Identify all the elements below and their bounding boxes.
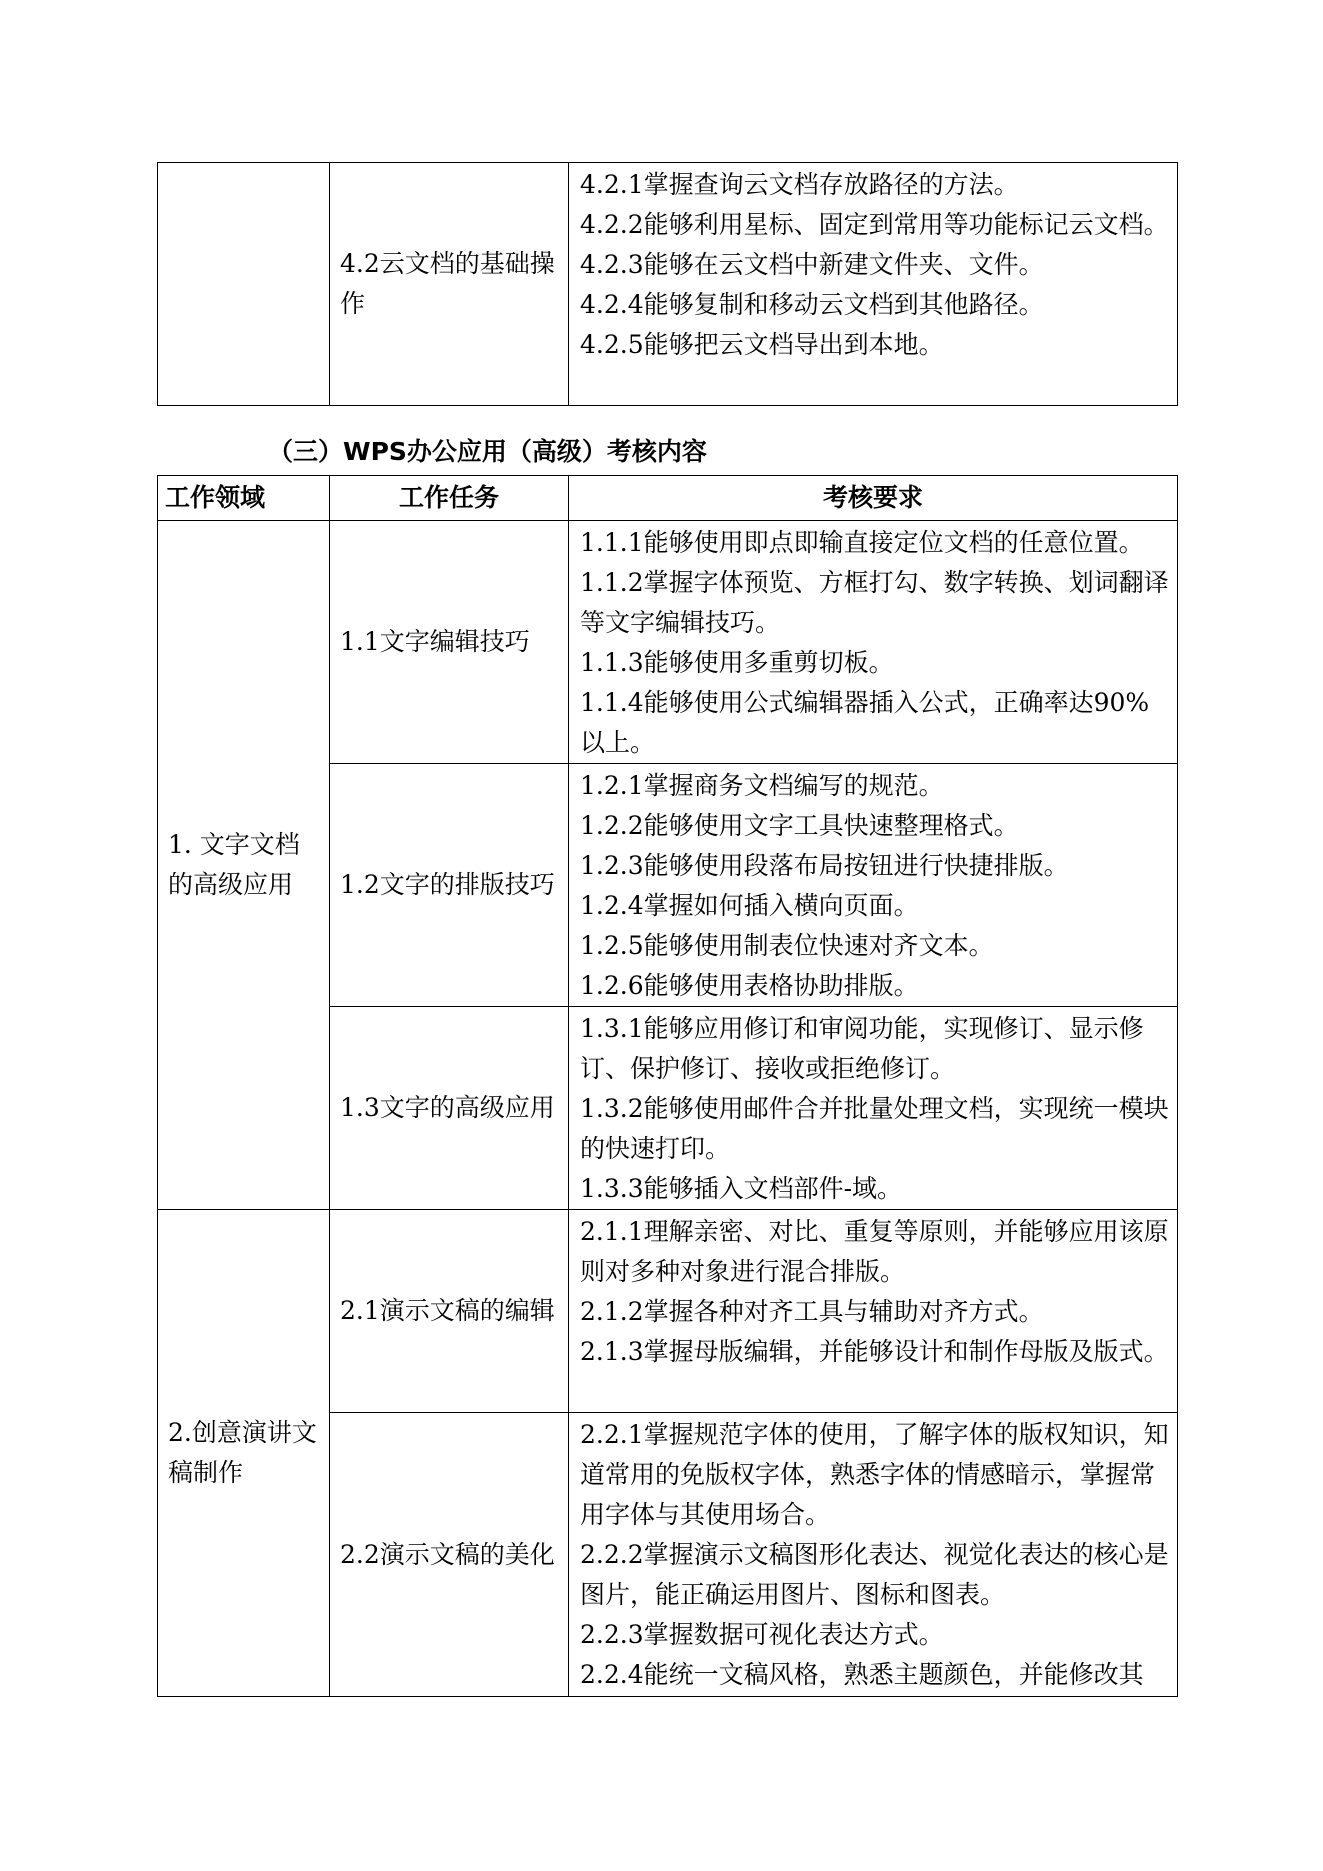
table-row bbox=[158, 521, 1178, 764]
requirement-item: 1.2.3能够使用段落布局按钮进行快捷排版。 bbox=[580, 851, 1069, 880]
requirement-item: 1.2.2能够使用文字工具快速整理格式。 bbox=[580, 811, 1019, 840]
requirement-item: 4.2.2能够利用星标、固定到常用等功能标记云文档。 bbox=[580, 210, 1169, 239]
task-cell: 1.1文字编辑技巧 bbox=[330, 521, 569, 764]
requirements-cell bbox=[569, 764, 1178, 1007]
requirement-item: 2.2.3掌握数据可视化表达方式。 bbox=[580, 1620, 944, 1649]
table-header-row bbox=[158, 476, 1178, 521]
requirement-item: 1.1.3能够使用多重剪切板。 bbox=[580, 648, 894, 677]
requirements-cell bbox=[569, 1210, 1178, 1413]
area-cell-empty bbox=[158, 163, 330, 406]
requirement-item: 2.2.4能统一文稿风格，熟悉主题颜色，并能修改其 bbox=[580, 1660, 1144, 1689]
requirement-item: 1.2.6能够使用表格协助排版。 bbox=[580, 971, 919, 1000]
requirement-item: 4.2.4能够复制和移动云文档到其他路径。 bbox=[580, 290, 1044, 319]
requirement-item: 2.2.2掌握演示文稿图形化表达、视觉化表达的核心是图片，能正确运用图片、图标和图表。 bbox=[580, 1540, 1169, 1609]
requirement-item: 1.3.1能够应用修订和审阅功能，实现修订、显示修订、保护修订、接收或拒绝修订。 bbox=[580, 1014, 1144, 1083]
continued-assessment-table bbox=[157, 162, 1178, 406]
requirements-cell bbox=[569, 1007, 1178, 1210]
task-cell: 2.2演示文稿的美化 bbox=[330, 1413, 569, 1697]
header-work-area: 工作领域 bbox=[158, 476, 330, 521]
section-heading: （三）WPS办公应用（高级）考核内容 bbox=[268, 437, 707, 466]
requirement-item: 1.1.2掌握字体预览、方框打勾、数字转换、划词翻译等文字编辑技巧。 bbox=[580, 568, 1169, 637]
area-cell: 1. 文字文档的高级应用 bbox=[158, 521, 330, 1210]
requirement-item: 2.1.2掌握各种对齐工具与辅助对齐方式。 bbox=[580, 1297, 1044, 1326]
task-cell: 2.1演示文稿的编辑 bbox=[330, 1210, 569, 1413]
requirement-item: 1.2.1掌握商务文档编写的规范。 bbox=[580, 771, 944, 800]
requirements-cell bbox=[569, 1413, 1178, 1697]
area-cell: 2.创意演讲文稿制作 bbox=[158, 1210, 330, 1697]
task-cell: 1.3文字的高级应用 bbox=[330, 1007, 569, 1210]
requirement-item: 1.2.4掌握如何插入横向页面。 bbox=[580, 891, 919, 920]
assessment-table bbox=[157, 475, 1178, 1697]
task-cell: 1.2文字的排版技巧 bbox=[330, 764, 569, 1007]
requirement-item: 2.1.3掌握母版编辑，并能够设计和制作母版及版式。 bbox=[580, 1337, 1169, 1366]
task-cell: 4.2云文档的基础操作 bbox=[330, 163, 569, 406]
requirement-item: 1.3.3能够插入文档部件-域。 bbox=[580, 1174, 903, 1203]
requirement-item: 2.2.1掌握规范字体的使用，了解字体的版权知识，知道常用的免版权字体，熟悉字体的情感暗示，掌握常用字体与其使用场合。 bbox=[580, 1420, 1169, 1529]
header-work-task: 工作任务 bbox=[330, 476, 569, 521]
table-row bbox=[158, 1210, 1178, 1413]
requirement-item: 4.2.1掌握查询云文档存放路径的方法。 bbox=[580, 170, 1019, 199]
requirement-item: 4.2.5能够把云文档导出到本地。 bbox=[580, 330, 944, 359]
requirements-cell bbox=[569, 163, 1178, 406]
requirement-item: 1.2.5能够使用制表位快速对齐文本。 bbox=[580, 931, 994, 960]
requirement-item: 1.1.4能够使用公式编辑器插入公式，正确率达90%以上。 bbox=[580, 688, 1150, 757]
requirement-item: 1.1.1能够使用即点即输直接定位文档的任意位置。 bbox=[580, 528, 1144, 557]
requirement-item: 1.3.2能够使用邮件合并批量处理文档，实现统一模块的快速打印。 bbox=[580, 1094, 1169, 1163]
header-requirements: 考核要求 bbox=[569, 476, 1178, 521]
requirement-item: 4.2.3能够在云文档中新建文件夹、文件。 bbox=[580, 250, 1044, 279]
requirement-item: 2.1.1理解亲密、对比、重复等原则，并能够应用该原则对多种对象进行混合排版。 bbox=[580, 1217, 1169, 1286]
requirements-cell bbox=[569, 521, 1178, 764]
